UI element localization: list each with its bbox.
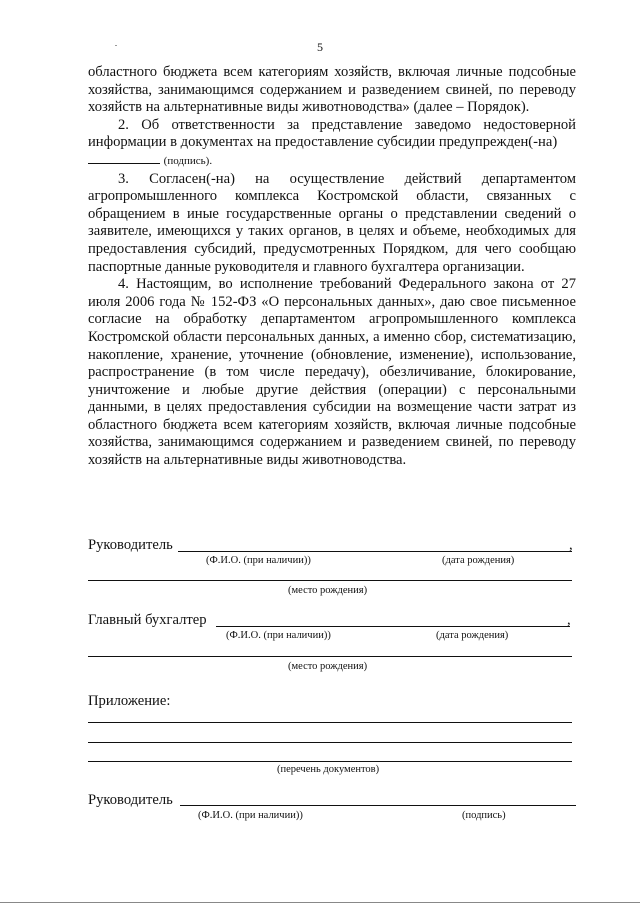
accountant-birthplace-line[interactable] [88,656,572,657]
head-fio-caption: (Ф.И.О. (при наличии)) [206,555,311,566]
paragraph-1-continued: областного бюджета всем категориям хозяйств, включая личные подсобные хозяйства, занимающимся содержанием и разведением свиней, по переводу хозяйств на альтернативные виды животноводства» (далее – Порядок). [88,64,576,116]
attachment-caption: (перечень документов) [277,764,380,775]
head-birthplace-caption: (место рождения) [288,585,368,596]
attachment-label: Приложение: [88,693,171,709]
paragraph-3: 3. Согласен(-на) на осуществление действий департаментом агропромышленного комплекса Костромской области, связанных с обращением в иные государственные органы о представлении сведений о заявителе, имеющихся у таких органов, в целях и объеме, необходимых для предоставления субсидий, предусмотренных Порядком, для чего сообщаю паспортные данные руководителя и главного бухгалтера организации. [88,170,576,275]
accountant-birthdate-caption: (дата рождения) [436,630,509,641]
final-head-label: Руководитель [88,792,173,808]
paragraph-4: 4. Настоящим, во исполнение требований Федерального закона от 27 июля 2006 года № 152-ФЗ «О персональных данных», даю свое письменное согласие на обработку департаментом агропромышленного комплекса Костромской области персональных данных, а именно сбор, систематизацию, накопление, хранение, уточнение (обновление, изменение), использование, распространение (в том числе передачу), обезличивание, блокирование, уничтожение и любые другие действия (операции) с персональными данными, в целях предоставления субсидии на возмещение части затрат из областного бюджета всем категориям хозяйств, включая личные подсобные хозяйства, занимающимся содержанием и разведением свиней, по переводу хозяйств на альтернативные виды животноводства. [88,276,576,469]
head-birthplace-line[interactable] [88,580,572,581]
final-fio-caption: (Ф.И.О. (при наличии)) [198,810,303,821]
document-body [88,64,576,470]
attachment-line-2[interactable] [88,742,572,743]
accountant-birthplace-caption: (место рождения) [288,661,368,672]
head-label: Руководитель [88,537,173,553]
head-comma: , [569,537,573,553]
head-fio-line[interactable] [178,551,572,552]
signature-line[interactable] [88,163,160,164]
paragraph-2-text: 2. Об ответственности за представление заведомо недостоверной информации в документах на предоставление субсидии предупрежден(-на) [88,116,576,151]
accountant-fio-caption: (Ф.И.О. (при наличии)) [226,630,331,641]
paragraph-2 [88,117,576,171]
accountant-label: Главный бухгалтер [88,612,207,628]
head-birthdate-caption: (дата рождения) [442,555,515,566]
attachment-line-3[interactable] [88,761,572,762]
final-signature-caption: (подпись) [462,810,506,821]
signature-caption: (подпись). [163,154,213,167]
page-number: 5 [317,40,323,54]
final-signature-line[interactable] [180,805,576,806]
accountant-fio-line[interactable] [216,626,570,627]
accountant-comma: , [567,612,571,628]
scan-bottom-edge [0,902,640,903]
attachment-line-1[interactable] [88,722,572,723]
